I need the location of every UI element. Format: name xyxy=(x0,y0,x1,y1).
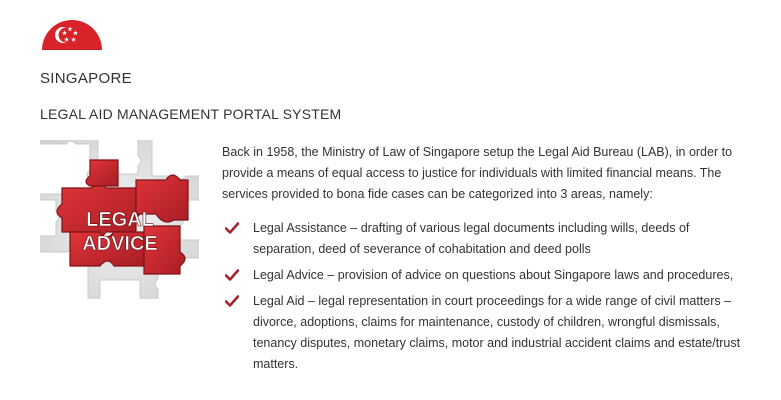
country-title: SINGAPORE xyxy=(40,70,132,87)
hero-advice-text: ADVICE xyxy=(82,233,158,255)
list-item-text: Legal Assistance – drafting of various legal documents including wills, deeds of separation, deed of severance of cohabitation and deed polls xyxy=(253,221,690,256)
checkmark-icon xyxy=(225,295,239,307)
hero-legal-text: LEGAL xyxy=(86,209,154,231)
services-content xyxy=(222,142,742,380)
list-item-text: Legal Aid – legal representation in court proceedings for a wide range of civil matters – divorce, adoptions, claims for maintenance, custody of children, wrongful dismissals, tenancy disputes, monetary claims, motor and industrial accident claims and estate/trust matters. xyxy=(253,294,741,371)
services-list xyxy=(222,218,742,375)
system-title: LEGAL AID MANAGEMENT PORTAL SYSTEM xyxy=(40,106,342,122)
checkmark-icon xyxy=(225,222,239,234)
intro-paragraph: Back in 1958, the Ministry of Law of Singapore setup the Legal Aid Bureau (LAB), in order to provide a means of equal access to justice for individuals with limited financial means. The services provided to bona fide cases can be categorized into 3 areas, namely: xyxy=(222,145,733,201)
singapore-flag-icon xyxy=(41,18,103,50)
list-item-legal-advice xyxy=(222,265,742,286)
list-item-text: Legal Advice – provision of advice on questions about Singapore laws and procedures, xyxy=(253,268,734,282)
list-item-legal-aid xyxy=(222,291,742,375)
checkmark-icon xyxy=(225,269,239,281)
legal-advice-image xyxy=(40,140,199,299)
list-item-legal-assistance xyxy=(222,218,742,260)
